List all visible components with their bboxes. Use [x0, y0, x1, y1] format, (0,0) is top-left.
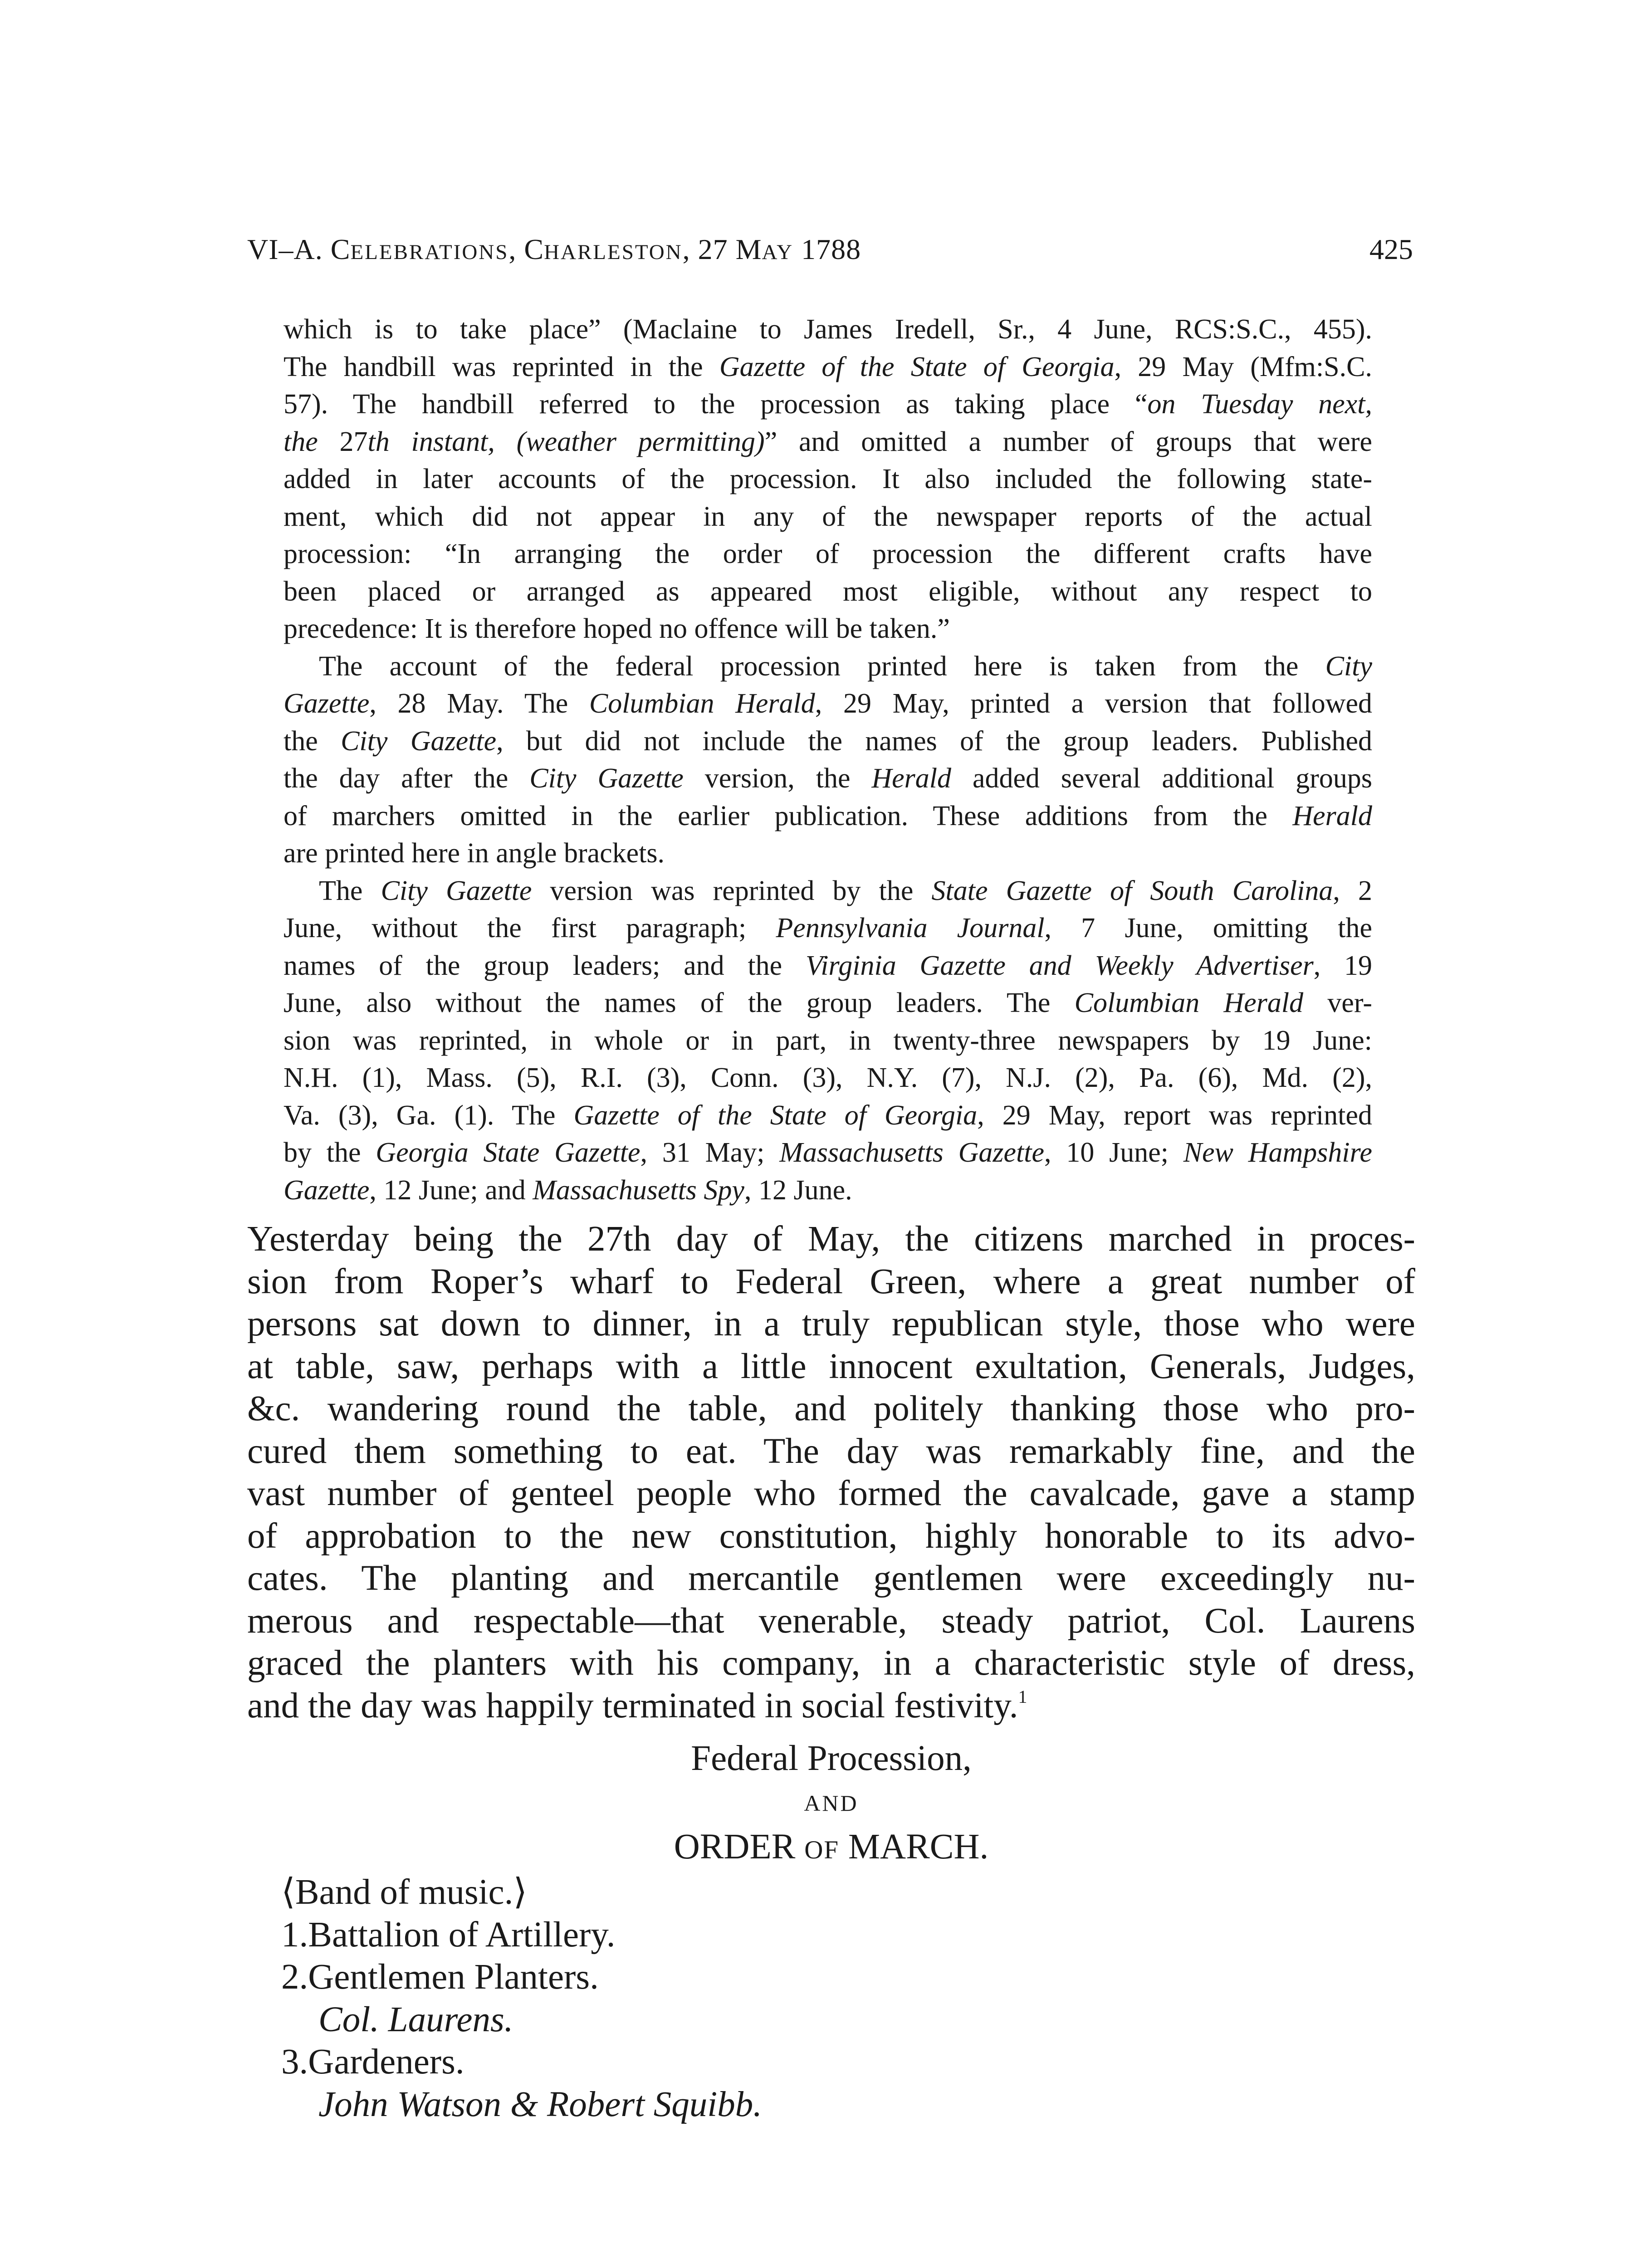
italic-title: th instant, (weather permitting): [367, 426, 765, 457]
line-text: procession: “In arranging the order of procession the different crafts have: [284, 538, 1372, 569]
italic-title: Pennsylvania Journal: [776, 913, 1045, 943]
band-of-music: ⟨Band of music.⟩: [281, 1872, 528, 1912]
running-title-part: VI–A. C: [247, 233, 351, 265]
line-text: been placed or arranged as appeared most eligible, without any respect to: [284, 576, 1372, 607]
order-item-label: Gentlemen Planters.: [308, 1957, 599, 1997]
running-title: [247, 227, 861, 275]
italic-title: Columbian Herald: [589, 688, 815, 719]
line-text: June, also without the names of the group leaders. The: [284, 987, 1075, 1018]
line-text: , 31 May;: [640, 1137, 780, 1168]
article-line: persons sat down to dinner, in a truly republican style, those who were: [247, 1304, 1415, 1344]
order-item: [281, 2041, 1098, 2083]
running-title-part: , 27 M: [682, 233, 762, 265]
running-title-part: HARLESTON: [544, 240, 683, 264]
line-text: of marchers omitted in the earlier publication. These additions from the: [284, 800, 1293, 831]
article-lines: [247, 1218, 1415, 1685]
text-line: [284, 311, 1372, 348]
line-text: added several additional groups: [951, 763, 1372, 794]
line-text: names of the group leaders; and the: [284, 950, 806, 981]
line-text: are printed here in angle brackets.: [284, 838, 665, 869]
line-text: The: [319, 875, 381, 906]
order-item-label: Battalion of Artillery.: [308, 1915, 616, 1955]
heading-part: MARCH.: [839, 1827, 989, 1867]
article-line: &c. wandering round the table, and politely thanking those who pro-: [247, 1389, 1415, 1428]
italic-title: City Gazette: [381, 875, 532, 906]
text-line: [284, 909, 1372, 947]
order-of-march-heading: [247, 1826, 1415, 1872]
italic-title: the: [284, 426, 340, 457]
line-text: , 2: [1333, 875, 1372, 906]
text-line: [284, 535, 1372, 573]
procession-heading-and: AND: [804, 1790, 859, 1816]
line-text: which is to take place” (Maclaine to James Iredell, Sr., 4 June, RCS:S.C., 455).: [284, 314, 1372, 345]
running-title-part: ELEBRATIONS: [350, 240, 509, 264]
article-line: graced the planters with his company, in a characteristic style of dress,: [247, 1643, 1415, 1683]
italic-title: Gazette of the State of Georgia: [573, 1100, 978, 1131]
italic-title: Gazette: [284, 688, 370, 719]
line-text: added in later accounts of the procession. It also included the following state-: [284, 464, 1372, 494]
text-line: [284, 1022, 1372, 1060]
italic-title: City Gazette: [341, 725, 497, 757]
italic-title: City Gazette: [529, 763, 684, 794]
order-item: [281, 1956, 1098, 1999]
line-text: 57). The handbill referred to the procession as taking place “: [284, 389, 1148, 420]
article-line: [247, 1685, 1415, 1727]
line-text: sion was reprinted, in whole or in part, in twenty-three newspapers by 19 June:: [284, 1025, 1372, 1056]
italic-title: on Tuesday next,: [1147, 389, 1372, 420]
order-of-march-list: [281, 1871, 1098, 2126]
line-text: The handbill was reprinted in the: [284, 351, 719, 382]
newspaper-article: [247, 1218, 1415, 1727]
line-text: the day after the: [284, 763, 530, 794]
text-line: [284, 685, 1372, 723]
line-text: 27: [339, 426, 368, 457]
text-line: [284, 610, 1372, 648]
line-text: , 29 May, printed a version that followed: [815, 688, 1372, 719]
line-text: by the: [284, 1137, 376, 1168]
line-text: , 19: [1313, 950, 1372, 981]
text-line: [284, 1059, 1372, 1097]
italic-title: Virginia Gazette and Weekly Advertiser: [806, 950, 1314, 981]
text-line: [284, 797, 1372, 835]
order-item-number: 2.: [281, 1957, 308, 1997]
line-text: ver-: [1303, 987, 1372, 1018]
text-line: [284, 386, 1372, 423]
heading-part: OF: [804, 1836, 840, 1864]
running-title-part: , C: [508, 233, 544, 265]
article-line: Yesterday being the 27th day of May, the citizens marched in proces-: [247, 1219, 1415, 1259]
running-title-part: 1788: [793, 233, 861, 265]
article-last-line-text: and the day was happily terminated in social festivity.: [247, 1686, 1018, 1725]
order-item-label: Gardeners.: [308, 2042, 464, 2082]
line-text: the: [284, 725, 341, 757]
heading-part: ORDER: [674, 1827, 805, 1867]
order-item-number: 3.: [281, 2042, 308, 2082]
group-leader: Col. Laurens.: [318, 1999, 513, 2039]
order-items: [281, 1914, 1098, 2126]
text-line: [284, 872, 1372, 910]
line-text: , but did not include the names of the group leaders. Published: [496, 725, 1372, 757]
line-text: , 7 June, omitting the: [1044, 913, 1372, 943]
italic-title: Massachusetts Gazette: [779, 1137, 1045, 1168]
line-text: Va. (3), Ga. (1). The: [284, 1100, 574, 1131]
italic-title: Herald: [1292, 800, 1372, 831]
italic-title: City: [1325, 650, 1372, 682]
line-text: , 12 June; and: [369, 1174, 533, 1206]
running-head: [247, 227, 1413, 272]
text-line: [284, 573, 1372, 611]
line-text: The account of the federal procession printed here is taken from the: [319, 650, 1325, 682]
procession-heading: Federal Procession,: [691, 1739, 972, 1778]
line-text: version was reprinted by the: [532, 875, 932, 906]
text-line: [284, 423, 1372, 461]
text-line: [284, 648, 1372, 685]
headnote-text: [284, 311, 1372, 1209]
page-number: 425: [1369, 233, 1413, 265]
article-line: of approbation to the new constitution, highly honorable to its advo-: [247, 1516, 1415, 1556]
text-line: [284, 1097, 1372, 1134]
italic-title: Massachusetts Spy: [533, 1174, 744, 1206]
order-item-number: 1.: [281, 1915, 308, 1955]
text-line: [284, 760, 1372, 797]
line-text: ment, which did not appear in any of the newspaper reports of the actual: [284, 501, 1372, 532]
italic-title: Columbian Herald: [1074, 987, 1304, 1018]
text-line: [284, 723, 1372, 760]
article-line: sion from Roper’s wharf to Federal Green, where a great number of: [247, 1261, 1415, 1301]
text-line: [284, 947, 1372, 985]
running-title-part: AY: [762, 240, 794, 264]
line-text: , 10 June;: [1044, 1137, 1183, 1168]
line-text: ” and omitted a number of groups that were: [764, 426, 1372, 457]
italic-title: Gazette of the State of Georgia: [719, 351, 1115, 382]
line-text: precedence: It is therefore hoped no offence will be taken.”: [284, 613, 950, 644]
text-line: [284, 1172, 1372, 1209]
order-item: [281, 1914, 1098, 1956]
line-text: N.H. (1), Mass. (5), R.I. (3), Conn. (3), N.Y. (7), N.J. (2), Pa. (6), Md. (2),: [284, 1062, 1372, 1093]
text-line: [284, 835, 1372, 872]
article-line: at table, saw, perhaps with a little innocent exultation, Generals, Judges,: [247, 1346, 1415, 1386]
text-line: [284, 460, 1372, 498]
article-line: vast number of genteel people who formed the cavalcade, gave a stamp: [247, 1474, 1415, 1513]
text-line: [284, 984, 1372, 1022]
footnote-ref[interactable]: 1: [1018, 1686, 1027, 1707]
italic-title: New Hampshire: [1183, 1137, 1372, 1168]
article-line: cates. The planting and mercantile gentlemen were exceedingly nu-: [247, 1559, 1415, 1598]
article-line: merous and respectable—that venerable, steady patriot, Col. Laurens: [247, 1601, 1415, 1641]
text-line: [284, 498, 1372, 536]
text-line: [284, 348, 1372, 386]
line-text: , 29 May (Mfm:S.C.: [1114, 351, 1372, 382]
line-text: version, the: [683, 763, 872, 794]
line-text: , 28 May. The: [369, 688, 589, 719]
line-text: , 12 June.: [744, 1174, 852, 1206]
article-line: cured them something to eat. The day was remarkably fine, and the: [247, 1431, 1415, 1471]
italic-title: Herald: [871, 763, 952, 794]
text-line: [284, 1134, 1372, 1172]
italic-title: Gazette: [284, 1174, 370, 1206]
line-text: , 29 May, report was reprinted: [977, 1100, 1372, 1131]
line-text: June, without the first paragraph;: [284, 913, 776, 943]
group-leader: John Watson & Robert Squibb.: [318, 2084, 762, 2124]
italic-title: State Gazette of South Carolina: [931, 875, 1333, 906]
italic-title: Georgia State Gazette: [376, 1137, 640, 1168]
